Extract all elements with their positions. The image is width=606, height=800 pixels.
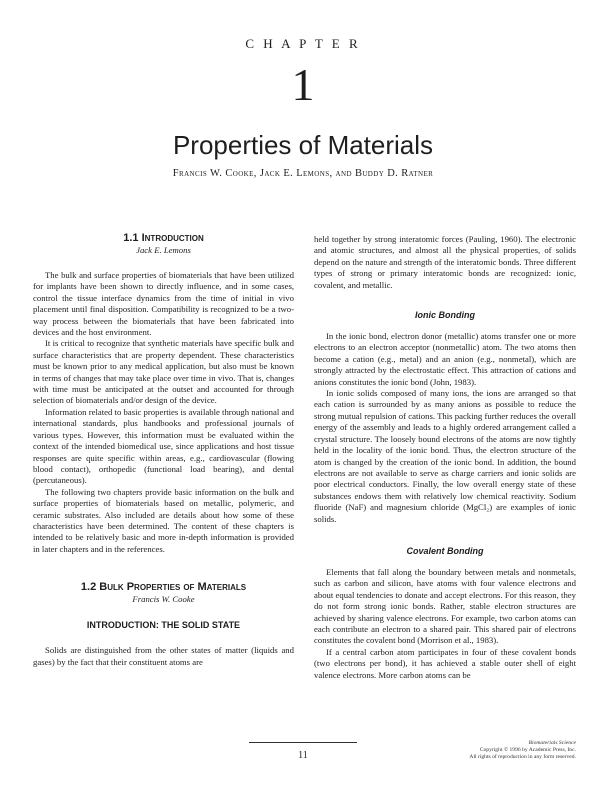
section-1-number: 1.1 (123, 232, 139, 244)
paragraph: Elements that fall along the boundary between metals and nonmetals, such as carbon and silicon, have atoms with four valence electrons and about equal tendencies to donate and accept electrons. For this reason, they do not form strong ionic bonds. Rather, stable electron structures are achieved by sharing valence electrons. For example, two carbon atoms can each contribute an electron to a shared pair. This shared pair of electrons constitutes the covalent bond (Morrison et al., 1983). (314, 566, 576, 646)
paragraph: In ionic solids composed of many ions, the ions are arranged so that each cation is surrounded by as many anions as possible to reduce the strong mutual repulsion of cations. This packing further reduces the overall energy of the assembly and leads to a highly ordered arrangement called a crystal structure. The loosely bound electrons of the atoms are now tightly held in the locality of the ionic bond. Thus, the electron structure of the atom is changed by the creation of the ionic bond. In addition, the bound electrons are not available to serve as charge carriers and ionic solids are poor electrical conductors. Finally, the low overall energy state of these substances endows them with relatively low chemical reactivity. Sodium fluoride (NaF) and magnesium chloride (MgCl₂) are examples of ionic solids. (314, 388, 576, 524)
section-2-title: Bulk Properties of Materials (99, 581, 247, 594)
section-1-byline: Jack E. Lemons (136, 245, 191, 255)
right-column (314, 234, 576, 681)
chapter-title: Properties of Materials (172, 130, 434, 160)
paragraph: In the ionic bond, electron donor (metallic) atoms transfer one or more electrons to an electron acceptor (nonmetallic) atom. The two atoms then become a cation (e.g., metal) and an anion (e.g., nonmetal), which are strongly attracted by the electrostatic effect. This attraction of cations and anions constitutes the ionic bond (John, 1983). (314, 331, 576, 387)
paragraph: Information related to basic properties is available through national and international standards, plus handbooks and professional journals of various types. However, this information must be evaluated within the context of the intended biomedical use, since applications and host tissue responses are quite specific within areas, e.g., cardiovascular (flowing blood contact), orthopedic (functional load bearing), and dental (percutaneous). (33, 406, 294, 486)
rights-line: All rights of reproduction in any form reserved. (469, 754, 576, 761)
paragraph: The following two chapters provide basic information on the bulk and surface properties of biomaterials based on metallic, polymeric, and ceramic substrates. Also included are details about how some of these characteristics have been determined. The content of these chapters is intended to be relatively basic and more in-depth information is provided in later chapters and in the references. (33, 486, 294, 554)
chapter-number: 1 (291, 59, 315, 110)
paragraph: Solids are distinguished from the other states of matter (liquids and gases) by the fact that their constituent atoms are (33, 645, 294, 667)
footer-rule (249, 742, 357, 743)
paragraph: It is critical to recognize that synthetic materials have specific bulk and surface characteristics that are property dependent. These characteristics must be known prior to any medical application, but also must be known in terms of changes that may take place over time in vivo. That is, changes with time must be anticipated at the outset and accounted for through selection of biomaterials and/or design of the device. (33, 338, 294, 406)
covalent-bonding-heading: Covalent Bonding (406, 545, 484, 556)
chapter-authors: Francis W. Cooke, Jack E. Lemons, and Buddy D. Ratner (172, 168, 434, 179)
copyright-block (410, 740, 576, 762)
section-2-heading (33, 581, 294, 594)
chapter-label: C H A P T E R (245, 36, 361, 51)
book-title: Biomaterials Science (528, 740, 576, 746)
paragraph: If a central carbon atom participates in four of these covalent bonds (two electrons per bond), it has achieved a stable outer shell of eight valence electrons. More carbon atoms can be (314, 646, 576, 680)
left-column (33, 232, 294, 668)
copyright-line: Copyright © 1996 by Academic Press, Inc. (479, 747, 576, 754)
section-2-byline: Francis W. Cooke (132, 594, 195, 605)
section-1-heading (33, 232, 294, 245)
subsection-heading: INTRODUCTION: THE SOLID STATE (86, 620, 241, 631)
page-number: 11 (298, 750, 308, 761)
section-2-number: 1.2 (80, 581, 97, 594)
ionic-bonding-heading: Ionic Bonding (415, 310, 475, 321)
paragraph: The bulk and surface properties of biomaterials that have been utilized for implants have been shown to directly influence, and in some cases, control the tissue interface dynamics from the time of initial in vivo placement until final disposition. Compatibility is recognized to be a two-way process between the biomaterials that have been fabricated into devices and the host environment. (33, 270, 294, 338)
continuation-paragraph: held together by strong interatomic forces (Pauling, 1960). The electronic and atomic structures, and almost all the physical properties, of solids depend on the nature and strength of the interatomic bonds. Three different types of strong or primary interatomic bonds are recognized: ionic, covalent, and metallic. (314, 234, 576, 290)
section-1-title: Introduction (141, 232, 204, 244)
